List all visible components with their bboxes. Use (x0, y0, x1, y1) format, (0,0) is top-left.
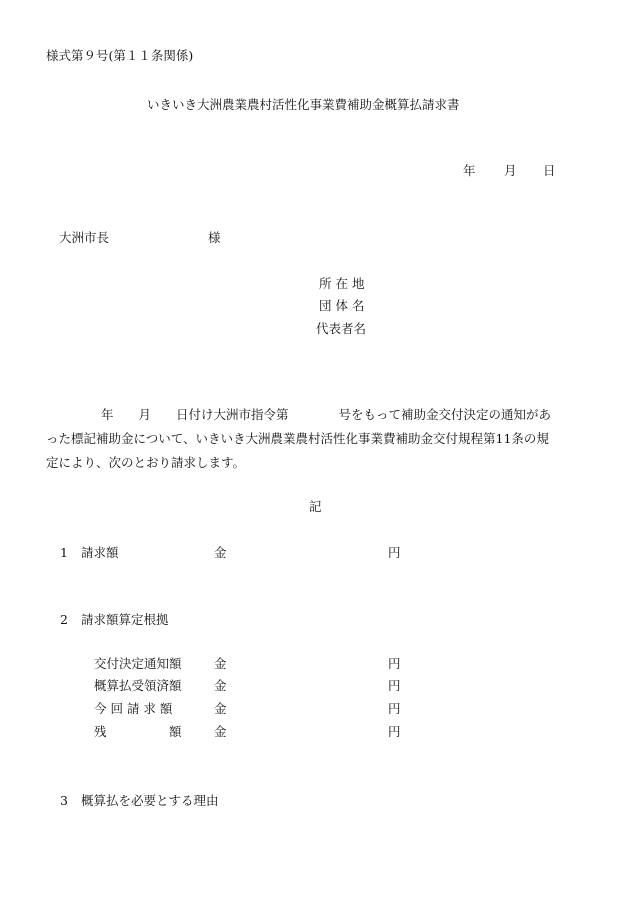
item-2-number: 2 (60, 612, 68, 627)
applicant-representative-label: 代表者名 (316, 321, 367, 336)
basis-row-kin: 金 (214, 678, 227, 693)
form-number: 様式第９号(第１１条関係) (46, 48, 194, 63)
item-3-number: 3 (60, 793, 68, 808)
body-line-1: 年 月 日付け大洲市指令第 号をもって補助金交付決定の通知があ (101, 407, 552, 422)
body-line-3: 定により、次のとおり請求します。 (46, 455, 246, 470)
basis-row-label: 概算払受領済額 (94, 678, 182, 693)
item-1-label: 請求額 (81, 545, 119, 560)
basis-row-kin: 金 (214, 656, 227, 671)
applicant-address-label: 所 在 地 (319, 276, 365, 291)
body-line-2: った標記補助金について、いきいき大洲農業農村活性化事業費補助金交付規程第11条の規 (46, 431, 549, 446)
basis-row-yen: 円 (388, 656, 401, 671)
basis-row-label: 交付決定通知額 (94, 656, 182, 671)
date-year: 年 (463, 163, 476, 178)
addressee-honorific: 様 (208, 230, 221, 245)
applicant-group-label: 団 体 名 (319, 298, 365, 313)
basis-row-kin: 金 (214, 701, 227, 716)
document-title: いきいき大洲農業農村活性化事業費補助金概算払請求書 (147, 97, 460, 112)
ki-heading: 記 (309, 499, 322, 514)
item-1-yen: 円 (388, 545, 401, 560)
addressee-name: 大洲市長 (59, 230, 110, 245)
basis-row-yen: 円 (388, 678, 401, 693)
item-1-kin: 金 (214, 545, 227, 560)
basis-row-yen: 円 (388, 701, 401, 716)
date-month: 月 (504, 163, 517, 178)
item-2-label: 請求額算定根拠 (81, 612, 169, 627)
item-1-number: 1 (60, 545, 68, 560)
item-3-label: 概算払を必要とする理由 (81, 793, 219, 808)
date-day: 日 (543, 163, 556, 178)
basis-row-kin: 金 (214, 724, 227, 739)
basis-row-label: 今 回 請 求 額 (94, 701, 173, 716)
basis-row-yen: 円 (388, 724, 401, 739)
basis-row-label: 残 額 (94, 724, 182, 739)
